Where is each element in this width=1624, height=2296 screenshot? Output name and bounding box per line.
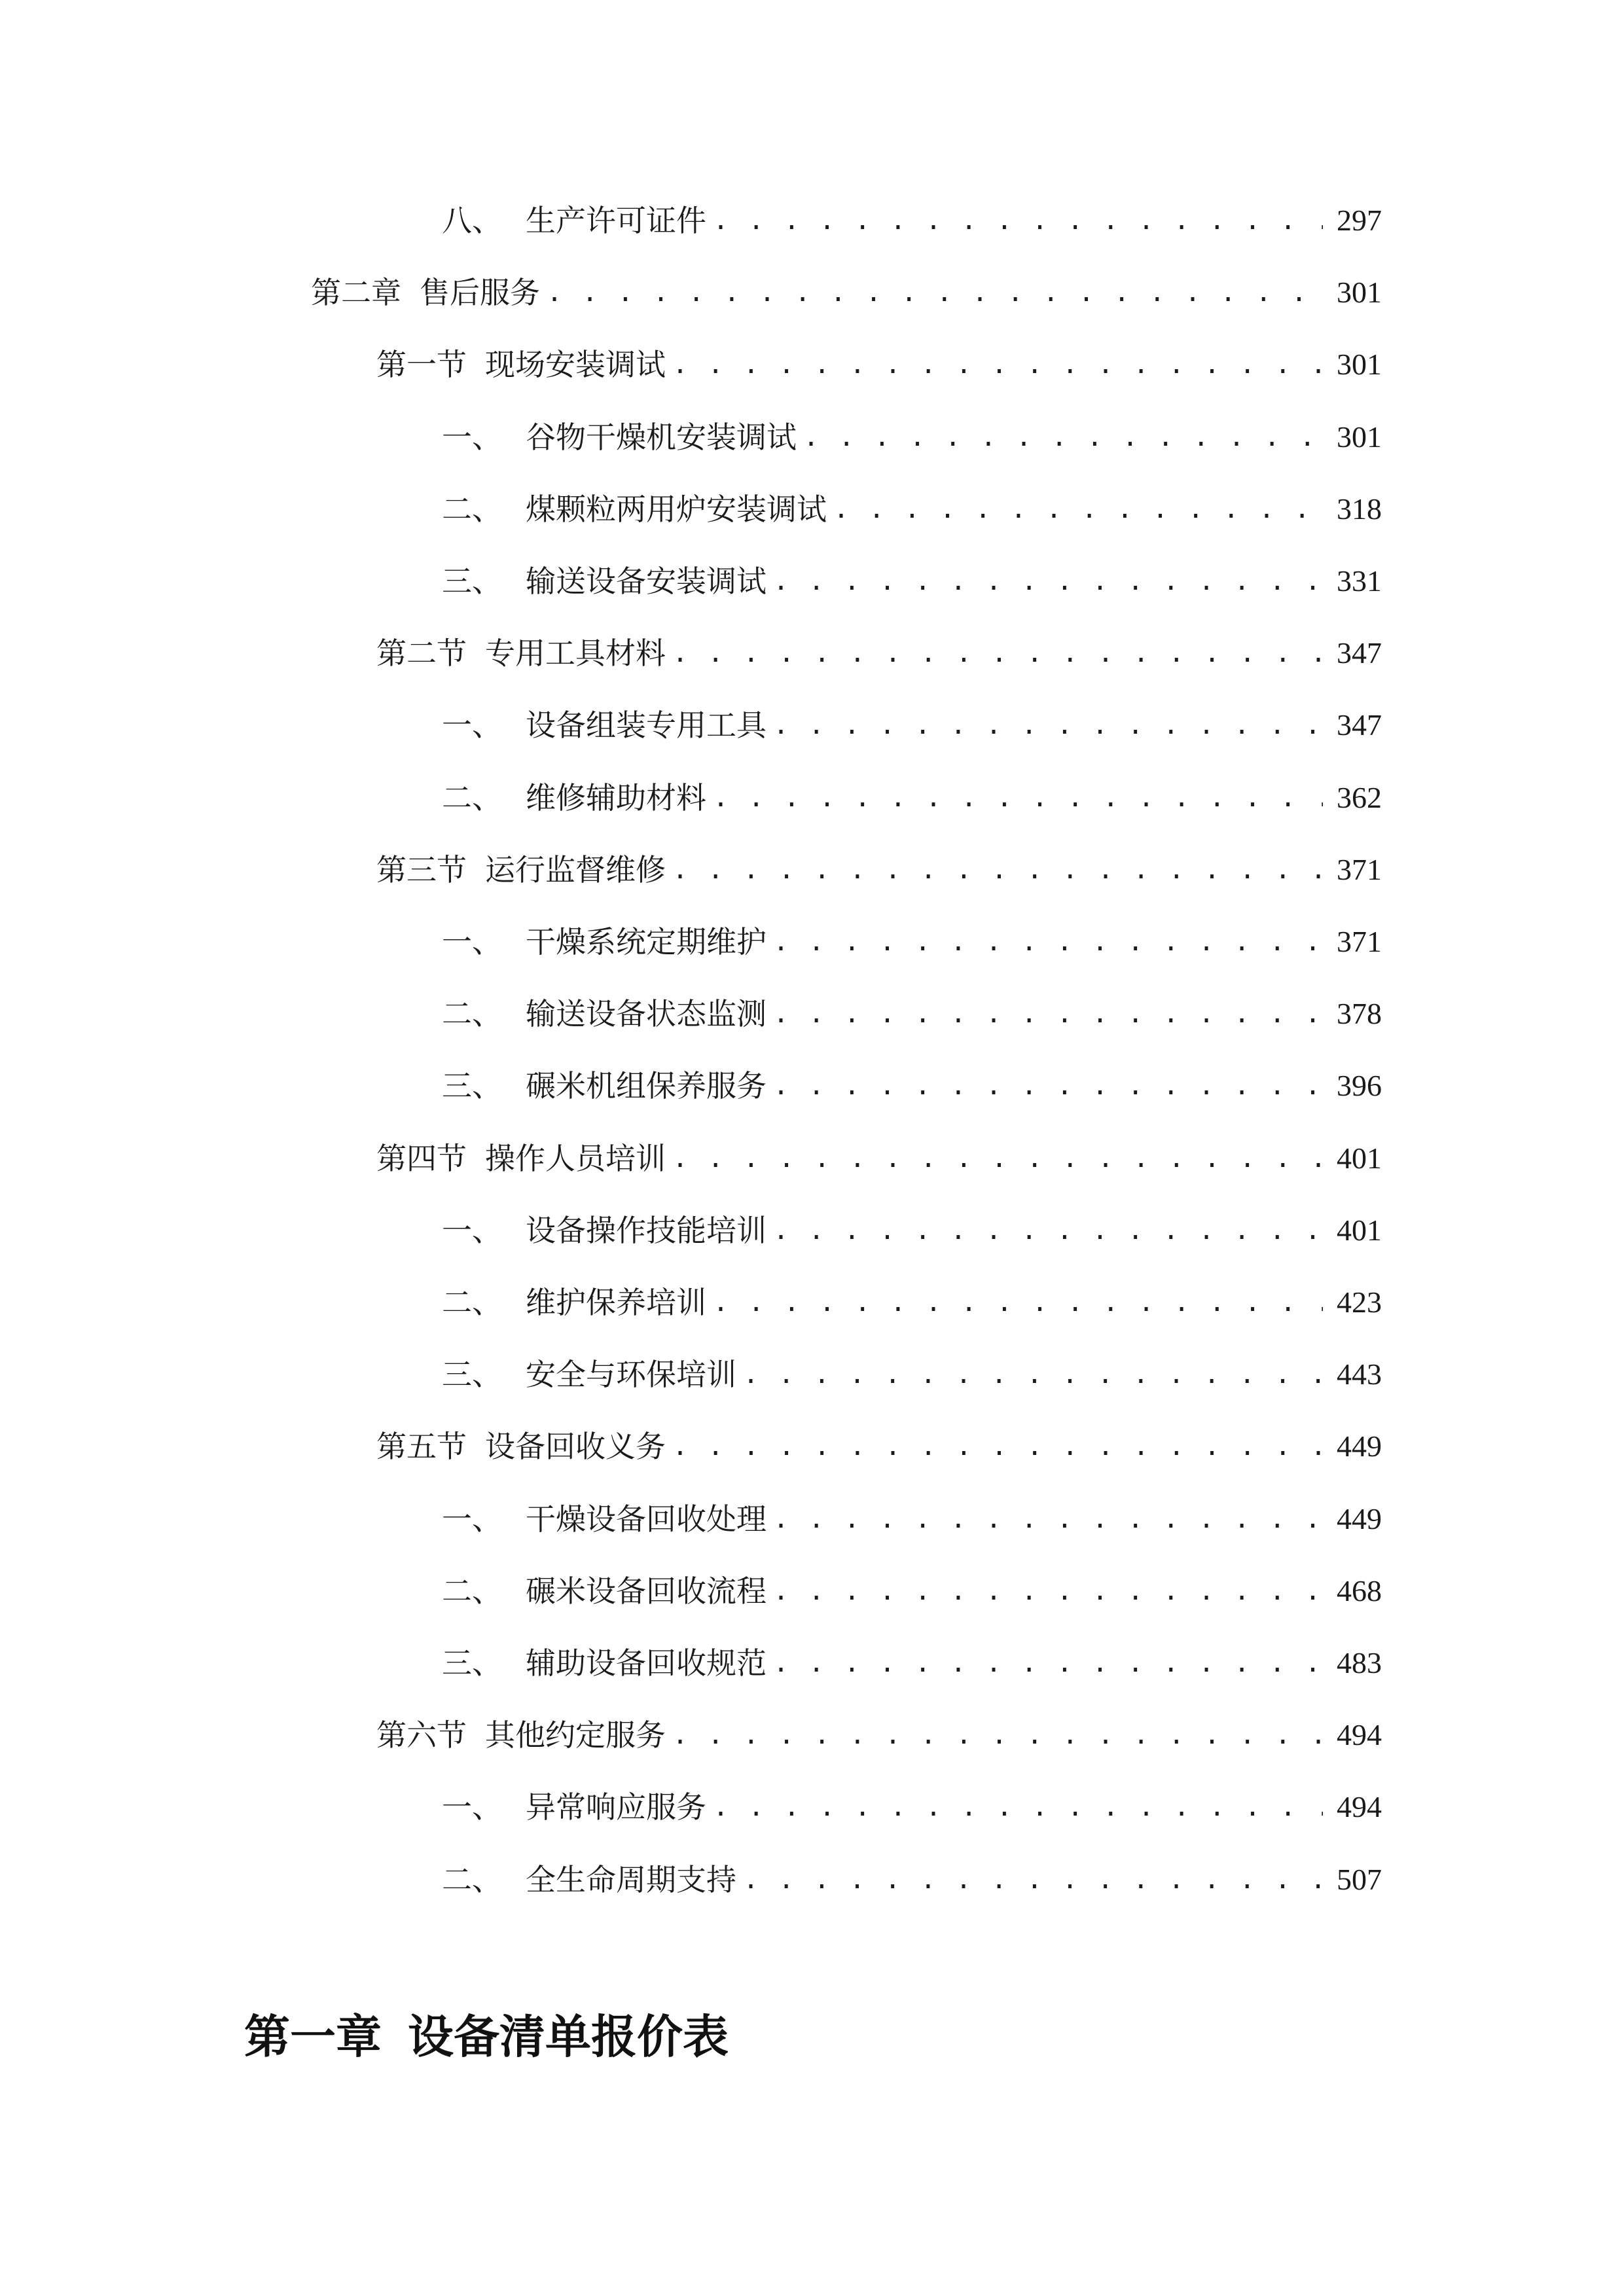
toc-entry-page: 301 (1337, 420, 1382, 454)
toc-dot-leader (773, 924, 1323, 960)
toc-entry-title: 异常响应服务 (526, 1789, 706, 1825)
toc-entry-title: 碾米设备回收流程 (526, 1573, 767, 1609)
toc-entry[interactable] (442, 914, 1382, 960)
toc-entry[interactable] (442, 1492, 1382, 1537)
toc-entry[interactable] (442, 410, 1382, 456)
toc-entry-page: 347 (1337, 708, 1382, 742)
toc-entry[interactable] (376, 337, 1382, 383)
toc-entry-prefix: 二、 (442, 1573, 502, 1609)
toc-entry[interactable] (442, 770, 1382, 816)
toc-dot-leader (773, 1645, 1323, 1681)
toc-entry-page: 301 (1337, 276, 1382, 309)
toc-entry-title: 售后服务 (420, 275, 540, 310)
toc-entry[interactable] (442, 1636, 1382, 1681)
chapter-heading (244, 2007, 729, 2066)
toc-entry-page: 362 (1337, 781, 1382, 814)
toc-dot-leader (773, 996, 1323, 1032)
toc-entry[interactable] (442, 1203, 1382, 1249)
toc-entry-prefix: 第六节 (376, 1717, 467, 1753)
toc-entry-title: 现场安装调试 (485, 347, 666, 382)
toc-entry-prefix: 三、 (442, 1068, 502, 1103)
toc-dot-leader (803, 419, 1323, 456)
toc-entry[interactable] (442, 482, 1382, 528)
toc-entry-page: 347 (1337, 636, 1382, 670)
toc-dot-leader (672, 635, 1323, 672)
toc-entry[interactable] (376, 1131, 1382, 1177)
toc-entry-title: 辅助设备回收规范 (526, 1645, 767, 1681)
toc-entry-title: 其他约定服务 (485, 1717, 666, 1753)
toc-entry-page: 371 (1337, 925, 1382, 958)
chapter-title: 设备清单报价表 (408, 2009, 729, 2064)
toc-entry[interactable] (376, 842, 1382, 888)
toc-entry-title: 全生命周期支持 (526, 1862, 736, 1897)
toc-entry[interactable] (442, 1780, 1382, 1825)
toc-dot-leader (713, 1789, 1323, 1825)
toc-entry-prefix: 第四节 (376, 1141, 467, 1176)
toc-entry-title: 生产许可证件 (526, 203, 706, 238)
toc-entry[interactable] (376, 626, 1382, 672)
toc-entry-page: 396 (1337, 1069, 1382, 1102)
toc-entry-prefix: 一、 (442, 708, 502, 743)
toc-entry-page: 507 (1337, 1863, 1382, 1896)
toc-entry[interactable] (376, 1708, 1382, 1753)
toc-entry-title: 安全与环保培训 (526, 1357, 736, 1392)
toc-entry[interactable] (442, 1852, 1382, 1898)
toc-dot-leader (547, 274, 1323, 311)
toc-entry[interactable] (442, 698, 1382, 744)
toc-entry-prefix: 第二节 (376, 636, 467, 671)
toc-entry[interactable] (442, 1275, 1382, 1321)
chapter-number: 第一章 (244, 2009, 382, 2064)
toc-entry-title: 维修辅助材料 (526, 780, 706, 816)
toc-entry-page: 301 (1337, 348, 1382, 381)
toc-dot-leader (773, 1212, 1323, 1249)
toc-entry-title: 设备回收义务 (485, 1429, 666, 1464)
toc-entry-page: 401 (1337, 1213, 1382, 1247)
toc-entry-prefix: 一、 (442, 1213, 502, 1248)
toc-entry-prefix: 三、 (442, 1645, 502, 1681)
toc-entry-prefix: 第二章 (311, 275, 401, 310)
toc-entry-title: 谷物干燥机安装调试 (526, 420, 797, 455)
toc-entry-page: 371 (1337, 853, 1382, 886)
toc-entry[interactable] (442, 193, 1382, 239)
toc-entry-page: 331 (1337, 564, 1382, 598)
toc-entry-page: 449 (1337, 1502, 1382, 1535)
toc-dot-leader (713, 780, 1323, 816)
toc-entry-prefix: 二、 (442, 996, 502, 1031)
toc-entry-page: 378 (1337, 997, 1382, 1030)
toc-entry-title: 维护保养培训 (526, 1285, 706, 1320)
toc-entry-title: 输送设备安装调试 (526, 564, 767, 599)
toc-entry-prefix: 第五节 (376, 1429, 467, 1464)
toc-dot-leader (743, 1861, 1323, 1898)
toc-entry-page: 443 (1337, 1357, 1382, 1391)
toc-dot-leader (773, 1573, 1323, 1609)
toc-entry[interactable] (442, 554, 1382, 600)
toc-dot-leader (672, 1428, 1323, 1465)
toc-dot-leader (743, 1356, 1323, 1393)
toc-entry[interactable] (442, 1564, 1382, 1609)
toc-entry-title: 干燥系统定期维护 (526, 924, 767, 960)
toc-dot-leader (713, 1284, 1323, 1321)
toc-entry-page: 318 (1337, 492, 1382, 526)
toc-dot-leader (672, 852, 1323, 888)
toc-entry-prefix: 二、 (442, 780, 502, 816)
toc-entry[interactable] (442, 986, 1382, 1032)
toc-entry-page: 449 (1337, 1429, 1382, 1463)
toc-entry-title: 设备操作技能培训 (526, 1213, 767, 1248)
toc-entry-prefix: 八、 (442, 203, 502, 238)
toc-entry-page: 468 (1337, 1574, 1382, 1607)
toc-dot-leader (833, 491, 1323, 528)
toc-entry-prefix: 三、 (442, 564, 502, 599)
toc-entry-prefix: 一、 (442, 1501, 502, 1537)
toc-dot-leader (672, 1717, 1323, 1753)
toc-dot-leader (713, 202, 1323, 239)
toc-entry-title: 专用工具材料 (485, 636, 666, 671)
toc-entry-page: 423 (1337, 1285, 1382, 1319)
toc-entry-title: 碾米机组保养服务 (526, 1068, 767, 1103)
toc-entry-prefix: 三、 (442, 1357, 502, 1392)
toc-entry-prefix: 一、 (442, 420, 502, 455)
toc-entry-page: 483 (1337, 1646, 1382, 1679)
toc-entry[interactable] (311, 265, 1382, 311)
toc-entry-prefix: 第一节 (376, 347, 467, 382)
toc-dot-leader (773, 563, 1323, 600)
toc-entry-page: 494 (1337, 1790, 1382, 1823)
toc-entry[interactable] (376, 1419, 1382, 1465)
toc-entry-title: 干燥设备回收处理 (526, 1501, 767, 1537)
toc-dot-leader (672, 346, 1323, 383)
toc-entry-page: 401 (1337, 1141, 1382, 1175)
toc-entry-title: 煤颗粒两用炉安装调试 (526, 492, 827, 527)
toc-dot-leader (672, 1140, 1323, 1177)
toc-entry-page: 297 (1337, 204, 1382, 237)
toc-entry-title: 设备组装专用工具 (526, 708, 767, 743)
toc-entry-title: 输送设备状态监测 (526, 996, 767, 1031)
toc-entry-page: 494 (1337, 1718, 1382, 1751)
toc-entry-prefix: 第三节 (376, 852, 467, 888)
toc-entry[interactable] (442, 1058, 1382, 1104)
toc-entry-prefix: 一、 (442, 1789, 502, 1825)
toc-entry-prefix: 一、 (442, 924, 502, 960)
toc-entry-title: 运行监督维修 (485, 852, 666, 888)
toc-entry-title: 操作人员培训 (485, 1141, 666, 1176)
toc-entry[interactable] (442, 1347, 1382, 1393)
toc-entry-prefix: 二、 (442, 492, 502, 527)
toc-dot-leader (773, 1067, 1323, 1104)
toc-dot-leader (773, 1501, 1323, 1537)
toc-entry-prefix: 二、 (442, 1285, 502, 1320)
toc-dot-leader (773, 707, 1323, 744)
toc-entry-prefix: 二、 (442, 1862, 502, 1897)
